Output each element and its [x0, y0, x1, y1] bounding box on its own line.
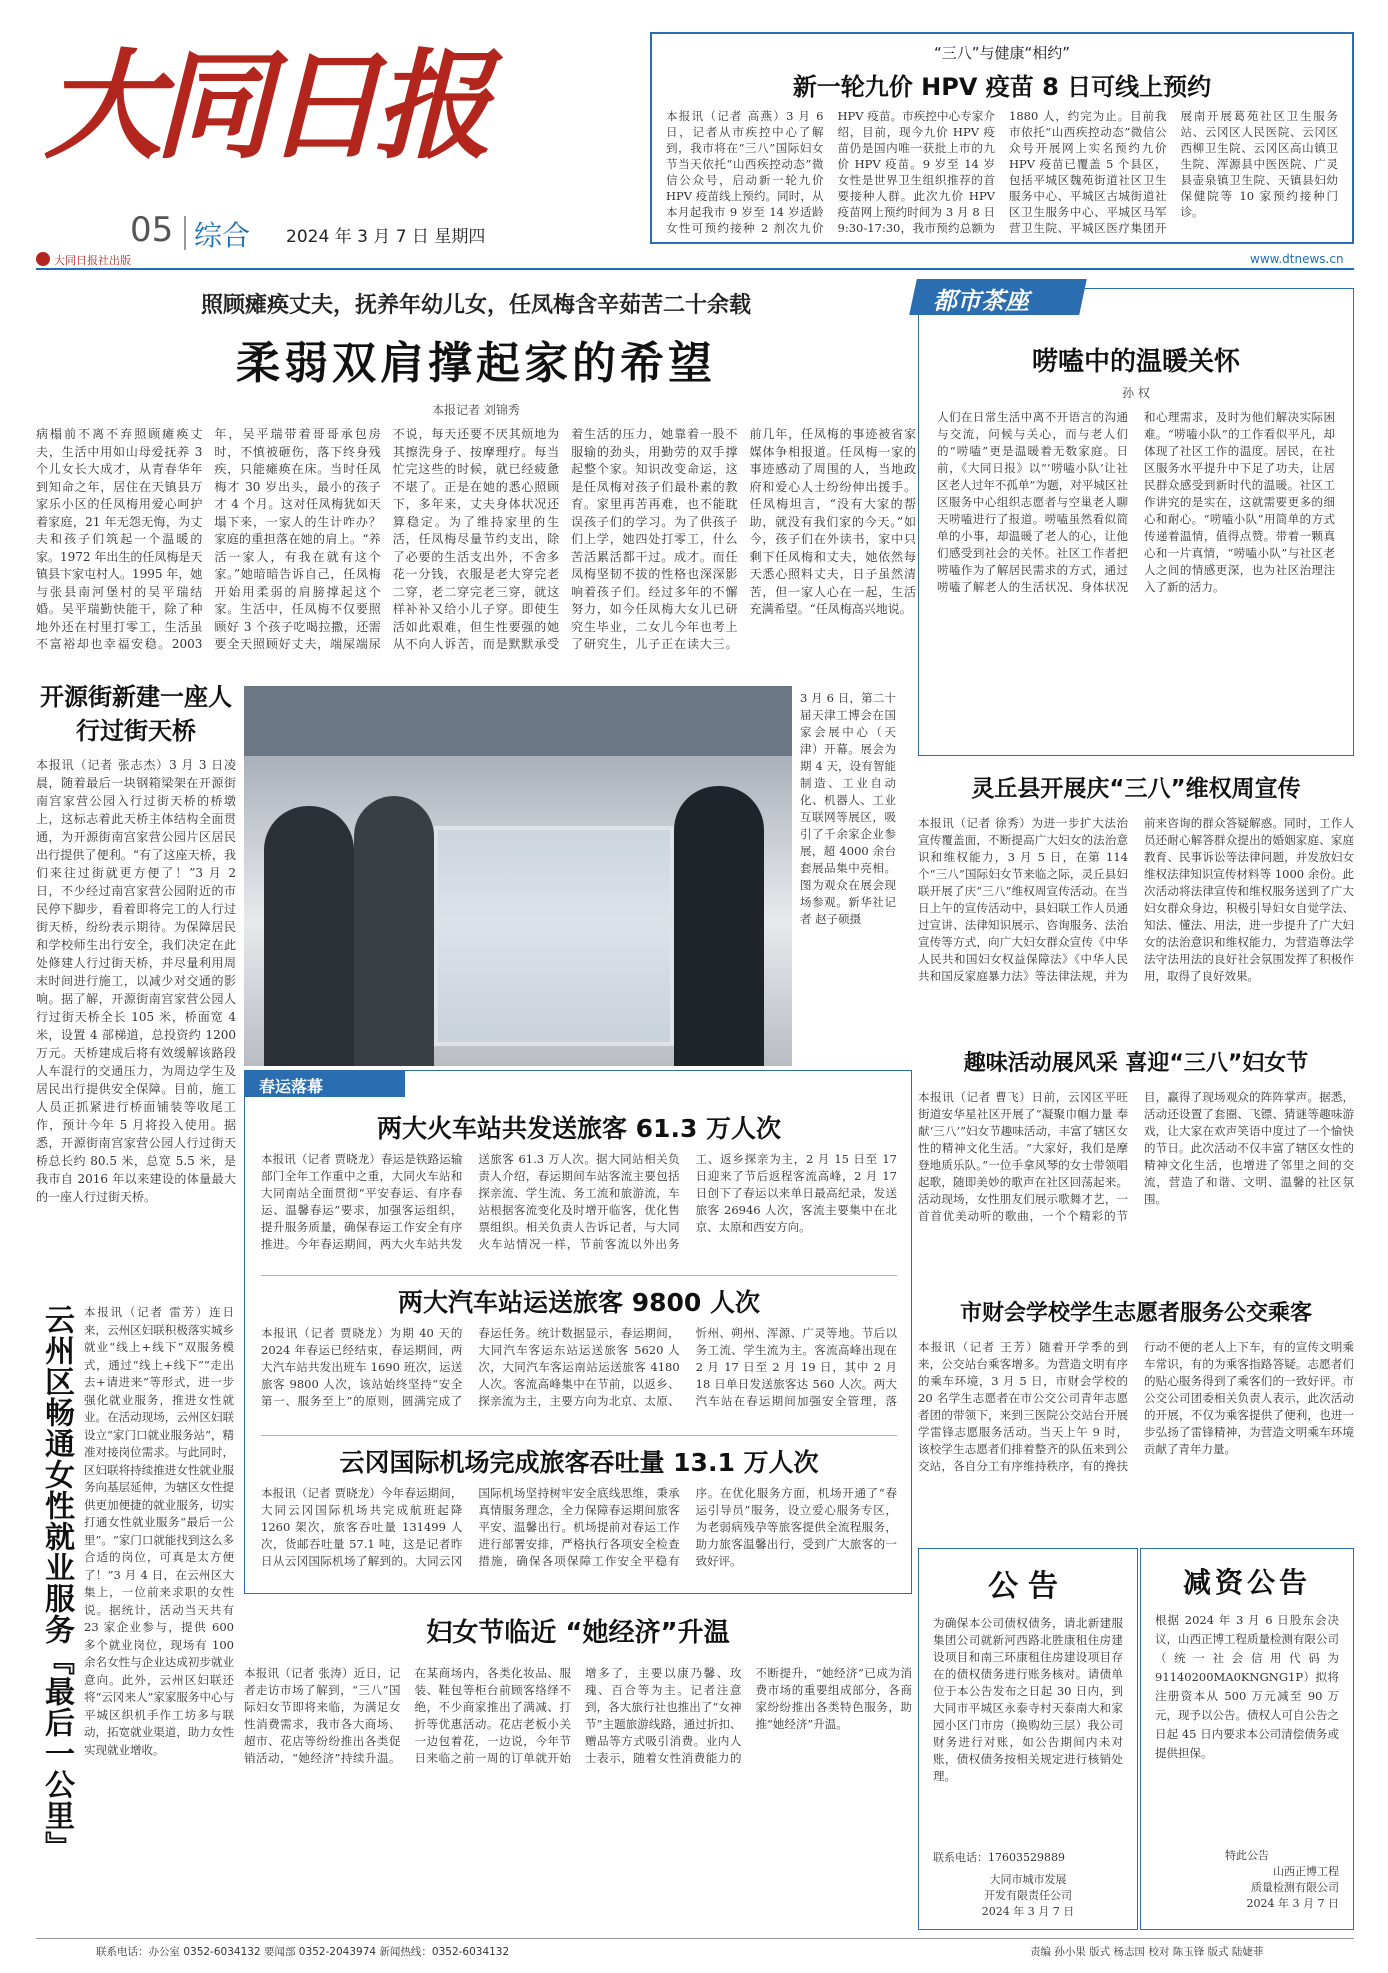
- publisher: 大同日报社出版: [54, 254, 131, 267]
- spring-travel-box: [244, 1070, 912, 1594]
- yungang-women-article: [36, 1300, 236, 1932]
- notice-title: 公告: [988, 1569, 1068, 1604]
- hpv-title: 新一轮九价 HPV 疫苗 8 日可线上预约: [792, 73, 1212, 101]
- yungang-women-title: 云州区畅通女性就业服务『最后一公里』: [39, 1304, 74, 1862]
- bus-title: 两大汽车站运送旅客 9800 人次: [398, 1288, 760, 1317]
- yungang-women-body: 本报讯（记者 雷芳）连日来，云州区妇联积极落实城乡就业“线上+线下”双服务模式，通过“线上+线下”“走出去+请进来”等形式，进一步强化就业服务，推进女性就业。在活动现场，云州区妇联设立“家门口就业服务站”，精准对接岗位需求。与此同时，区妇联将持续推进女性就业服务向基层延伸，为辖区女性提供更加便捷的就业服务，切实打通女性就业服务“最后一公里”。“家门口就能找到这么多合适的岗位，可真是太方便了！”3 月 4 日，在云州区大集上，一位前来求职的女性说。据统计，活动当天共有 23 家企业参与，提供 600 多个就业岗位，现场有 100 余名女性与企业达成初步就业意向。此外，云州区妇联还将“云冈来人”家家服务中心与平城区织机手作工坊多与联动，拓宽就业渠道，助力女性实现就业增收。: [84, 1305, 234, 1757]
- footer-rule: [36, 1938, 1354, 1939]
- kaiyuan-body: 本报讯（记者 张志杰）3 月 3 日凌晨，随着最后一块钢箱梁架在开源街南宫家营公园入行过街天桥的桥墩上，这标志着此天桥主体结构全面贯通，为开源街南宫家营公园片区居民出行提供了便利。“有了这座天桥，我们来往过街就更方便了！”3 月 2 日，不少经过南宫家营公园附近的市民停下脚步，看着即将完工的人行过街天桥，纷纷表示期待。为保障居民和学校师生出行安全，我们决定在此处修建人行过街天桥，并尽量利用周末时间进行施工，以减少对交通的影响。据了解，开源街南宫家营公园人行过街天桥全长 105 米，桥面宽 4 米，设置 4 部梯道，总投资约 1200 万元。天桥建成后将有效缓解该路段人车混行的交通压力，为周边学生及居民出行提供安全保障。目前，施工人员正抓紧进行桥面铺装等收尾工作，预计今年 5 月将投入使用。据悉，开源街南宫家营公园人行过街天桥总长约 80.5 米，总宽 5.5 米，是我市自 2016 年以来建设的体量最大的一座人行过街天桥。: [36, 758, 236, 1204]
- photo-person-3: [674, 786, 764, 1066]
- lead-kicker: 照顾瘫痪丈夫，抚养年幼儿女，任凤梅含辛茹苦二十余载: [200, 293, 751, 318]
- masthead: [36, 30, 651, 265]
- rail-title: 两大火车站共发送旅客 61.3 万人次: [376, 1114, 782, 1143]
- notice-body: 为确保本公司债权债务，请北新建服集团公司就新河西路北胜康租住房建设项目和南三环康租住房建设项目存在的债权债务进行账务核对。请债单位于本公告发布之日起 30 日内，到大同市平城区永泰寺村天泰南大和家园小区门市房（换购幼三层）我公司财务进行对账，如公告期间内未对账，债权债务按相关规定进行核销处理。: [933, 1616, 1123, 1783]
- masthead-divider: [184, 216, 186, 250]
- notice-contact: 联系电话：17603529889: [933, 1851, 1065, 1864]
- volunteer-title: 市财会学校学生志愿者服务公交乘客: [959, 1301, 1312, 1326]
- lead-title: 柔弱双肩撑起家的希望: [236, 338, 716, 389]
- bus-divider: [261, 1435, 897, 1436]
- womens-day-article: [244, 1600, 912, 1932]
- hpv-body: 本报讯（记者 高燕）3 月 6 日，记者从市疾控中心了解到，我市将在“三八”国际妇女节当天依托“山西疾控动态”微信公众号，启动新一轮九价 HPV 疫苗线上预约。同时，从本月起我市 9 岁至 14 岁适龄女性可预约接种 2 剂次九价 HPV 疫苗。市疾控中心专家介绍，目前，现今九价 HPV 疫苗仍是国内唯一获批上市的九价 HPV 疫苗。9 岁至 14 岁女性是世界卫生组织推荐的首要接种人群。此次九价 HPV 疫苗网上预约时间为 3 月 8 日 9:30-17:30，我市预约总额为 1880 人，约完为止。目前我市依托“山西疾控动态”微信公众号开展网上实名预约九价 HPV 疫苗已覆盖 5 个县区，包括平城区魏苑街道社区卫生服务中心、平城区古城街道社区卫生服务中心、平城区马军营卫生院、平城区医疗集团开展南开展葛苑社区卫生服务站、云冈区人民医院、云冈区西柳卫生院、云冈区高山镇卫生院、浑源县中医医院、广灵县壶泉镇卫生院、天镇县妇幼保健院等 10 家预约接种门诊。: [666, 109, 1338, 235]
- footer-phones: 联系电话：办公室 0352-6034132 要闻部 0352-2043974 新闻热线：0352-6034132: [96, 1946, 510, 1958]
- masthead-title: 大同日报: [44, 36, 485, 175]
- page-number: 05: [130, 210, 174, 250]
- lead-byline: 本报记者 刘锦秀: [432, 403, 520, 417]
- notice-date: 2024 年 3 月 7 日: [981, 1905, 1075, 1918]
- hpv-article: [650, 32, 1354, 244]
- volunteer-article: [918, 1296, 1354, 1536]
- capital-body: 根据 2024 年 3 月 6 日股东会决议，山西正博工程质量检测有限公司（统一社会信用代码为 91140200MA0KNGNG1P）拟将注册资本从 500 万元减至 90 万元，现予以公告。债权人可自公告之日起 45 日内要求本公司清偿债务或提供担保。: [1155, 1613, 1339, 1760]
- hpv-kicker: “三八”与健康“相约”: [933, 44, 1071, 62]
- capital-special: 特此公告: [1225, 1849, 1269, 1862]
- fun-body: 本报讯（记者 曹飞）日前，云冈区平旺街道安华星社区开展了“凝聚巾帼力量 奉献‘三八’”妇女节趣味活动，丰富了辖区女性的精神文化生活。“大家好，我们是摩登地质乐队。”一位手拿风琴的女士带领唱起歌，随即美妙的歌声在社区回荡起来。活动现场，女性朋友们展示歌舞才艺，一首首优美动听的歌曲，一个个精彩的节目，赢得了现场观众的阵阵掌声。据悉，活动还设置了套圈、飞镖、猜谜等趣味游戏，让大家在欢声笑语中度过了一个愉快的节日。此次活动不仅丰富了辖区女性的精神文化生活，也增进了邻里之间的交流，营造了和谐、文明、温馨的社区氛围。: [918, 1090, 1354, 1223]
- website: www.dtnews.cn: [1250, 252, 1344, 266]
- rail-divider: [261, 1275, 897, 1276]
- column-author: 孙 权: [1122, 386, 1150, 400]
- notice-signer-1: 大同市城市发展: [989, 1873, 1067, 1886]
- column-section-label: 都市茶座: [933, 287, 1029, 315]
- photo-person-1: [264, 806, 354, 1066]
- rail-body: 本报讯（记者 贾晓龙）春运是铁路运输部门全年工作重中之重，大同火车站和大同南站全面贯彻“平安春运、有序春运、温馨春运”要求，加强客运组织，提升服务质量，确保春运工作安全有序推进。今年春运期间，两大火车站共发送旅客 61.3 万人次。据大同站相关负责人介绍，春运期间车站客流主要包括探亲流、学生流、务工流和旅游流，车站根据客流变化及时增开临客，优化售票组织。相关负责人告诉记者，与大同火车站情况一样，节前客流以外出务工、返乡探亲为主，2 月 15 日至 17 日迎来了节后返程客流高峰，2 月 17 日创下了春运以来单日最高纪录，发送旅客 26946 人次，客流主要集中在北京、太原和西安方向。: [261, 1152, 897, 1251]
- issue-date: 2024 年 3 月 7 日 星期四: [286, 227, 486, 247]
- footer-editors: 责编 孙小果 版式 杨志国 校对 陈玉锋 版式 陆婕菲: [1030, 1946, 1264, 1958]
- expo-photo: [244, 686, 792, 1066]
- lingqiu-article: [918, 770, 1354, 1038]
- column-title: 唠嗑中的温暖关怀: [1031, 347, 1240, 377]
- volunteer-body: 本报讯（记者 王芳）随着开学季的到来，公交站台乘客增多。为营造文明有序的乘车环境，3 月 5 日，市财会学校的 20 名学生志愿者在市公交公司青年志愿者团的带领下，来到三医院公交站台开展学雷锋志愿服务活动。当天上午 9 时，该校学生志愿者们排着整齐的队伍来到公交站，各自分工有序维持秩序，有的搀扶行动不便的老人上下车，有的宣传文明乘车常识，有的为乘客指路答疑。志愿者们的贴心服务得到了乘客们的一致好评。市公交公司团委相关负责人表示，此次活动的开展，不仅为乘客提供了便利，也进一步弘扬了雷锋精神，为营造文明乘车环境贡献了青年力量。: [918, 1340, 1354, 1473]
- photo-machine: [434, 826, 674, 1046]
- photo-caption: 3 月 6 日，第二十届天津工博会在国家会展中心（天津）开幕。展会为期 4 天，设有智能制造、工业自动化、机器人、工业互联网等展区，吸引了千余家企业参展，超 4000 余台套展品集中亮相。图为观众在展会现场参观。新华社记者 赵子硕摄: [800, 691, 896, 926]
- air-body: 本报讯（记者 贾晓龙）今年春运期间，大同云冈国际机场共完成航班起降 1260 架次，旅客吞吐量 131499 人次，货邮吞吐量 57.1 吨，这是记者昨日从云冈国际机场了解到的。大同云冈国际机场坚持树牢安全底线思维，秉承真情服务理念，全力保障春运期间旅客平安、温馨出行。机场提前对春运工作进行部署安排，严格执行各项安全检查措施，确保各项保障工作安全平稳有序。在优化服务方面，机场开通了“春运引导员”服务，设立爱心服务专区，为老弱病残孕等旅客提供全流程服务，助力旅客温馨出行，受到广大旅客的一致好评。: [261, 1486, 897, 1568]
- notice-box: [918, 1548, 1138, 1930]
- womens-day-title: 妇女节临近 “她经济”升温: [426, 1618, 730, 1648]
- kaiyuan-title: 开源街新建一座人行过街天桥: [40, 683, 232, 745]
- capital-signer-1: 山西正博工程: [1273, 1865, 1339, 1878]
- capital-signer-2: 质量检测有限公司: [1251, 1881, 1339, 1894]
- capital-title: 减资公告: [1182, 1566, 1311, 1599]
- column-box: [918, 288, 1354, 756]
- air-title: 云冈国际机场完成旅客吞吐量 13.1 万人次: [339, 1448, 819, 1477]
- masthead-rule: [36, 268, 1354, 270]
- kaiyuan-article: [36, 680, 236, 1292]
- photo-person-2: [354, 796, 434, 1066]
- lingqiu-title: 灵丘县开展庆“三八”维权周宣传: [971, 776, 1301, 802]
- notice-signer-2: 开发有限责任公司: [984, 1889, 1072, 1902]
- publisher-logo-icon: [36, 252, 50, 266]
- capital-date: 2024 年 3 月 7 日: [1246, 1897, 1339, 1910]
- capital-box: [1140, 1548, 1354, 1930]
- spring-banner: 春运落幕: [259, 1077, 324, 1096]
- fun-article: [918, 1046, 1354, 1286]
- lead-body: 病榻前不离不弃照顾瘫痪丈夫，生活中用如山母爱抚养 3 个儿女长大成才，从青春华年到知命之年，居住在天镇县万家乐小区的任凤梅用爱心呵护着家庭，21 年无怨无悔，为丈夫和孩子们筑起一个温暖的家。1972 年出生的任凤梅是天镇县卞家屯村人。1995 年，她与张县南河堡村的吴平瑞结婚。吴平瑞勤快能干，除了种地外还在村里打零工，生活虽不富裕却也幸福安稳。2003 年，吴平瑞带着哥哥承包房时，不慎被砸伤，落下终身残疾，只能瘫痪在床。当时任凤梅才 30 岁出头，最小的孩子才 4 个月。这对任凤梅犹如天塌下来，一家人的生计咋办？家庭的重担落在她的肩上。“养活一家人，有我在就有这个家。”她暗暗告诉自己，任凤梅开始用柔弱的肩膀撑起这个家。生活中，任凤梅不仅要照顾好 3 个孩子吃喝拉撒，还需要全天照顾好丈夫，端屎端尿不说，每天还要不厌其烦地为其擦洗身子、按摩理疗。每当忙完这些的时候，就已经疲惫不堪了。正是在她的悉心照顾下，多年来，丈夫身体状况还算稳定。为了维持家里的生活，任凤梅尽量节约支出，除了必要的生活支出外，不舍多花一分钱，衣服是老大穿完老二穿，老二穿完老三穿，就这样补补又给小儿子穿。即使生活如此艰难，但生性要强的她从不向人诉苦，而是默默承受着生活的压力，她靠着一股不服输的劲头，用勤劳的双手撑起整个家。知识改变命运，这是任凤梅对孩子们最朴素的教育。家里再苦再难，也不能耽误孩子们的学习。为了供孩子们上学，她四处打零工，什么苦活累活都干过。成才。而任凤梅坚韧不拔的性格也深深影响着孩子们。经过多年的不懈努力，如今任凤梅大女儿已研究生毕业，二女儿今年也考上了研究生，儿子正在读大三。前几年，任凤梅的事迹被省家媒体争相报道。任凤梅一家的事迹感动了周围的人，当地政府和爱心人士纷纷伸出援手。任凤梅坦言，“没有大家的帮助，就没有我们家的今天。”如今，孩子们在外读书，家中只剩下任凤梅和丈夫，她依然每天悉心照料丈夫，日子虽然清苦，但一家人心在一起，生活充满希望。“任凤梅高兴地说。: [36, 427, 916, 651]
- section-name: 综合: [194, 219, 251, 252]
- bus-body: 本报讯（记者 贾晓龙）为期 40 天的 2024 年春运已经结束，春运期间，两大汽车站共发出班车 1690 班次，运送旅客 9800 人次，该站始终坚持“安全第一、服务至上”的原则，圆满完成了春运任务。统计数据显示，春运期间，大同汽车客运东站运送旅客 5620 人次，大同汽车客运南站运送旅客 4180 人次。客流高峰集中在节前，以返乡、探亲流为主，主要方向为北京、太原、忻州、朔州、浑源、广灵等地。节后以务工流、学生流为主。客流高峰出现在 2 月 17 日至 2 月 19 日，其中 2 月 18 日单日发送旅客达 560 人次。两大汽车站在春运期间加强安全管理，落: [261, 1326, 897, 1408]
- photo-booth-banner: [244, 686, 792, 756]
- lingqiu-body: 本报讯（记者 徐秀）为进一步扩大法治宣传覆盖面，不断提高广大妇女的法治意识和维权能力，3 月 5 日，在第 114 个“三八”国际妇女节来临之际，灵丘县妇联开展了庆“三八”维权周宣传活动。在当日上午的宣传活动中，县妇联工作人员通过宣讲、法律知识展示、咨询服务、法治宣传等方式，向广大妇女群众宣传《中华人民共和国妇女权益保障法》《中华人民共和国反家庭暴力法》等法律法规，并为前来咨询的群众答疑解惑。同时，工作人员还耐心解答群众提出的婚姻家庭、家庭教育、民事诉讼等法律问题，并发放妇女维权法律知识宣传材料等 1000 余份。此次活动将法律宣传和维权服务送到了广大妇女群众身边，积极引导妇女自觉学法、知法、懂法、用法，进一步提升了广大妇女的法治意识和维权能力，为营造尊法学法守法用法的良好社会氛围发挥了积极作用，取得了良好效果。: [918, 816, 1354, 983]
- fun-title: 趣味活动展风采 喜迎“三八”妇女节: [963, 1051, 1309, 1076]
- lead-article: [36, 280, 916, 676]
- womens-day-body: 本报讯（记者 张涛）近日，记者走访市场了解到，“三八”国际妇女节即将来临，为满足女性消费需求，我市各大商场、超市、花店等纷纷推出各类促销活动，“她经济”持续升温。在某商场内，各类化妆品、服装、鞋包等柜台前顾客络绎不绝，不少商家推出了满减、打折等优惠活动。花店老板小关一边包着花，一边说，今年节日来临之前一周的订单就开始增多了，主要以康乃馨、玫瑰、百合等为主。记者注意到，各大旅行社也推出了“女神节”主题旅游线路，通过折扣、赠品等方式吸引消费。业内人士表示，随着女性消费能力的不断提升，“她经济”已成为消费市场的重要组成部分，各商家纷纷推出各类特色服务，助推“她经济”升温。: [244, 1666, 912, 1765]
- column-body: 人们在日常生活中离不开语言的沟通与交流，问候与关心，而与老人们的“唠嗑”更是温暖着无数家庭。日前，《大同日报》以“‘唠嗑小队’让社区老人过年不孤单”为题，对平城区社区服务中心组织志愿者与空巢老人聊天唠嗑进行了报道。唠嗑虽然看似简单的小事，却温暖了老人的心，让他们感受到社会的关怀。社区工作者把唠嗑作为了解居民需求的方式，通过唠嗑了解老人的生活状况、身体状况和心理需求，及时为他们解决实际困难。“唠嗑小队”的工作看似平凡，却体现了社区工作的温度。居民，在社区服务水平提升中下足了功夫，让居民群众感受到新时代的温暖。社区工作讲究的是实在，这就需要更多的细心和耐心。“唠嗑小队”用简单的方式传递着温情，值得点赞。带着一颗真心和一片真情，“唠嗑小队”与社区老人之间的情感更深，也为社区治理注入了新的活力。: [937, 410, 1335, 594]
